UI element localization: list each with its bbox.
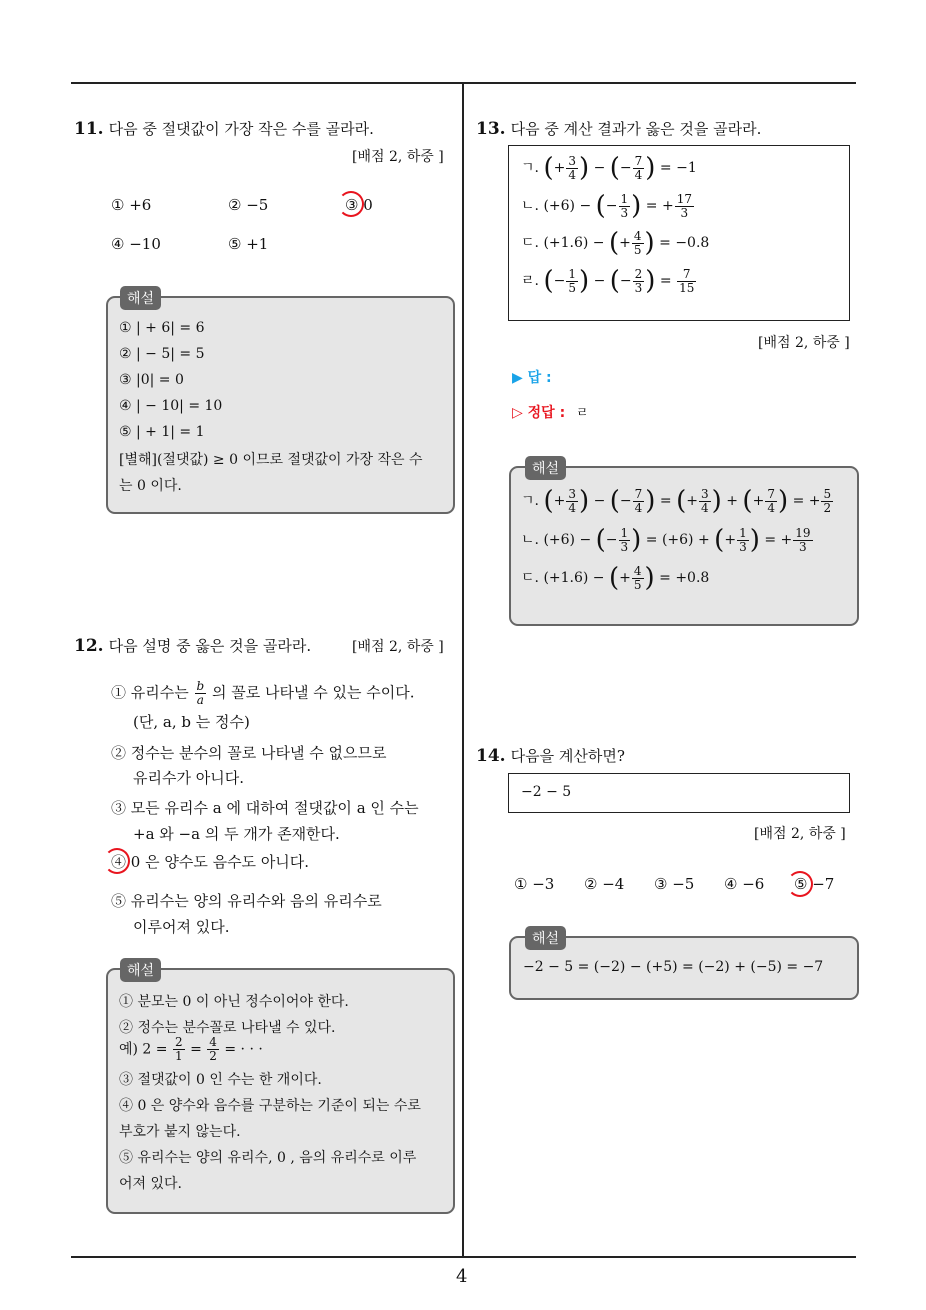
column-divider [462, 82, 464, 1257]
solution-line-a: ㄱ. (+ $\frac{3}{4}$ ) − (− $\frac{7}{4}$ ) = (+ $\frac{3}{4}$ ) + (+ $\frac{7}{4}$ ) = + $\frac{5}{2}$ [521, 486, 832, 516]
solution-line: −2 − 5 = (−2) − (+5) = (−2) + (−5) = −7 [523, 959, 824, 975]
fraction [619, 527, 631, 554]
result: = + [792, 493, 821, 509]
numerator: 4 [633, 563, 642, 578]
solution-line: 는 0 이다. [119, 478, 182, 494]
numerator: 3 [568, 486, 576, 501]
solution-line: ④ 0 은 양수와 음수를 구분하는 기준이 되는 수로 [119, 1098, 421, 1114]
statement-box [508, 145, 850, 321]
solution-line-b: ㄴ. (+6) − (− $\frac{1}{3}$ ) = (+6) + (+ $\frac{1}{3}$ ) = + $\frac{19}{3}$ [521, 525, 811, 555]
denominator: 4 [700, 500, 709, 515]
solution-line: ④ | − 10| = 10 [119, 398, 223, 414]
solution-tag: 해설 [120, 286, 161, 310]
choice-2[interactable]: ② −5 [228, 196, 269, 214]
numerator: 19 [795, 525, 811, 540]
choice-3[interactable]: ③ 모든 유리수 a 에 대하여 절댓값이 a 인 수는 [111, 799, 419, 817]
solution-tag: 해설 [525, 926, 566, 950]
question-14 [476, 745, 625, 766]
score-label: [배점 2, 하중 ] [352, 149, 444, 165]
question-number: 13. [476, 119, 506, 139]
statement-label: ㄷ. [521, 235, 539, 251]
expression: (+6) − [543, 198, 592, 214]
denominator: a [196, 693, 204, 707]
choice-4[interactable]: ④ 0 은 양수도 음수도 아니다. [111, 853, 310, 871]
answer-mark-icon [104, 848, 130, 874]
solution-line: ② | − 5| = 5 [119, 346, 205, 362]
denominator: 5 [633, 242, 642, 257]
solution-line: 부호가 붙지 않는다. [119, 1124, 241, 1140]
fraction [765, 488, 777, 515]
solution-box-12 [106, 963, 455, 1214]
expression: −2 − 5 [521, 784, 572, 800]
fraction [632, 565, 644, 592]
correct-answer-label [512, 402, 589, 422]
solution-line: [별해](절댓값) ≥ 0 이므로 절댓값이 가장 작은 수 [119, 452, 423, 468]
numerator: 1 [620, 525, 629, 540]
question-number: 14. [476, 746, 506, 766]
numerator: 7 [634, 153, 643, 168]
solution-tag: 해설 [120, 958, 161, 982]
fraction [632, 230, 644, 257]
choice-2[interactable]: ② −4 [584, 875, 625, 893]
numerator: 4 [209, 1035, 217, 1049]
fraction [566, 488, 578, 515]
statement-d: ㄹ. (− $\frac{1}{5}$ ) − (− $\frac{2}{3}$ ) = $\frac{7}{15}$ [521, 266, 695, 296]
expression: (+1.6) − [543, 570, 605, 586]
numerator: 2 [174, 1035, 183, 1049]
statement-label: ㄹ. [521, 273, 539, 289]
solution-box-11 [106, 291, 455, 514]
numerator: 2 [634, 266, 643, 281]
result: = +0.8 [659, 570, 710, 586]
solution-box-13 [509, 461, 859, 626]
solution-line-c: ㄷ. (+1.6) − (+ $\frac{4}{5}$ ) = +0.8 [521, 563, 710, 593]
choice-text: ① 유리수는 [111, 683, 189, 702]
choice-1[interactable]: ① +6 [111, 196, 152, 214]
correct-value: ㄹ [576, 406, 589, 421]
fraction [566, 268, 578, 295]
choice-1[interactable]: ① −3 [514, 875, 555, 893]
choice-5[interactable]: ⑤ 유리수는 양의 유리수와 음의 유리수로 [111, 892, 382, 910]
numerator: 5 [823, 486, 832, 501]
equals: = [190, 1041, 202, 1058]
choice-2-cont: 유리수가 아니다. [133, 769, 244, 787]
numerator: 7 [634, 486, 643, 501]
numerator: 7 [677, 268, 696, 282]
denominator: 3 [634, 280, 643, 295]
numerator: b [196, 679, 205, 693]
numerator: 1 [739, 525, 747, 540]
fraction [677, 268, 696, 295]
example-text: = · · · [224, 1041, 263, 1058]
choice-4[interactable]: ④ −10 [111, 235, 161, 253]
denominator: 3 [739, 539, 747, 554]
solution-line: 어져 있다. [119, 1176, 182, 1192]
fraction [699, 488, 711, 515]
question-text: 다음 중 절댓값이 가장 작은 수를 골라라. [108, 120, 374, 138]
page-number: 4 [456, 1266, 468, 1287]
fraction [675, 193, 694, 220]
choice-3-cont: +a 와 −a 의 두 개가 존재한다. [133, 825, 340, 843]
solution-line: ③ 절댓값이 0 인 수는 한 개이다. [119, 1072, 322, 1088]
denominator: 2 [823, 500, 832, 515]
choice-5[interactable]: ⑤ +1 [228, 235, 269, 253]
statement-c: ㄷ. (+1.6) − (+ $\frac{4}{5}$ ) = −0.8 [521, 228, 710, 258]
expression: = (+6) + [645, 532, 710, 548]
fraction [566, 155, 578, 182]
numerator: 1 [568, 266, 576, 281]
fraction [207, 1036, 219, 1063]
denominator: 1 [174, 1049, 183, 1063]
numerator: 4 [633, 228, 642, 243]
expression: (+6) − [543, 532, 592, 548]
choice-3[interactable]: ③ −5 [654, 875, 695, 893]
statement-a: ㄱ. (+ $\frac{3}{4}$ ) − (− $\frac{7}{4}$ ) = −1 [521, 153, 697, 183]
denominator: 4 [634, 167, 643, 182]
fraction [173, 1036, 185, 1063]
denominator: 4 [568, 500, 576, 515]
answer-mark-icon [338, 191, 364, 217]
solution-line: ① 분모는 0 이 아닌 정수이어야 한다. [119, 994, 349, 1010]
equals: = [659, 273, 672, 289]
choice-4[interactable]: ④ −6 [724, 875, 765, 893]
result: = + [645, 198, 674, 214]
denominator: 4 [568, 167, 576, 182]
statement-label: ㄱ. [521, 160, 539, 176]
numerator: 7 [767, 486, 775, 501]
question-number: 12. [74, 636, 104, 656]
answer-mark-icon [787, 871, 813, 897]
solution-example [119, 1036, 263, 1063]
denominator: 5 [633, 577, 642, 592]
result: = −0.8 [659, 235, 710, 251]
correct-label: ▷ 정답 : [512, 405, 566, 421]
solution-box-14 [509, 931, 859, 1000]
equals: = [659, 493, 672, 509]
question-text: 다음 중 계산 결과가 옳은 것을 골라라. [510, 120, 762, 138]
score-label: [배점 2, 하중 ] [758, 335, 850, 351]
statement-b: ㄴ. (+6) − (− $\frac{1}{3}$ ) = + $\frac{17}{3}$ [521, 191, 692, 221]
fraction [793, 527, 812, 554]
numerator: 17 [676, 191, 692, 206]
score-label: [배점 2, 하중 ] [754, 826, 846, 842]
solution-line: ⑤ 유리수는 양의 유리수, 0 , 음의 유리수로 이루 [119, 1150, 417, 1166]
question-text: 다음 설명 중 옳은 것을 골라라. [108, 637, 312, 655]
solution-tag: 해설 [525, 456, 566, 480]
bottom-rule [71, 1256, 856, 1258]
solution-line: ② 정수는 분수꼴로 나타낼 수 있다. [119, 1020, 336, 1036]
denominator: 3 [620, 539, 629, 554]
fraction [633, 155, 645, 182]
denominator: 2 [209, 1049, 217, 1063]
solution-line: ① | + 6| = 6 [119, 320, 205, 336]
fraction [737, 527, 749, 554]
fraction [619, 193, 631, 220]
statement-label: ㄴ. [521, 198, 539, 214]
example-text: 예) 2 = [119, 1041, 168, 1058]
fraction [821, 488, 833, 515]
fraction [633, 268, 645, 295]
choice-text: 의 꼴로 나타낼 수 있는 수이다. [211, 683, 415, 702]
question-11 [74, 118, 374, 139]
statement-label: ㄴ. [521, 532, 539, 548]
score-label: [배점 2, 하중 ] [352, 639, 444, 655]
choice-5[interactable]: ⑤ −7 [794, 875, 835, 893]
denominator: 3 [799, 539, 807, 554]
denominator: 3 [620, 205, 629, 220]
numerator: 3 [700, 486, 709, 501]
result: = −1 [659, 160, 697, 176]
denominator: 15 [679, 280, 695, 295]
plus: + [726, 493, 738, 509]
choice-5-cont: 이루어져 있다. [133, 918, 230, 936]
top-rule [71, 82, 856, 84]
choice-3[interactable]: ③ 0 [345, 196, 373, 214]
solution-line: ⑤ | + 1| = 1 [119, 424, 205, 440]
numerator: 3 [568, 153, 576, 168]
result: = + [764, 532, 793, 548]
question-number: 11. [74, 119, 104, 139]
fraction [195, 680, 207, 707]
question-12 [74, 635, 311, 656]
denominator: 3 [680, 205, 689, 220]
choice-1[interactable] [111, 680, 414, 707]
solution-line: ③ |0| = 0 [119, 372, 184, 388]
statement-label: ㄱ. [521, 493, 539, 509]
expression: (+1.6) − [543, 235, 605, 251]
choice-2[interactable]: ② 정수는 분수의 꼴로 나타낼 수 없으므로 [111, 744, 387, 762]
question-13 [476, 118, 761, 139]
answer-label: ▶ 답 : [512, 370, 552, 386]
statement-label: ㄷ. [521, 570, 539, 586]
denominator: 5 [568, 280, 576, 295]
numerator: 1 [620, 191, 629, 206]
choice-1-note: (단, a, b 는 정수) [133, 713, 250, 731]
denominator: 4 [767, 500, 775, 515]
fraction [633, 488, 645, 515]
denominator: 4 [634, 500, 643, 515]
question-text: 다음을 계산하면? [510, 747, 625, 765]
expression-box [508, 773, 850, 813]
